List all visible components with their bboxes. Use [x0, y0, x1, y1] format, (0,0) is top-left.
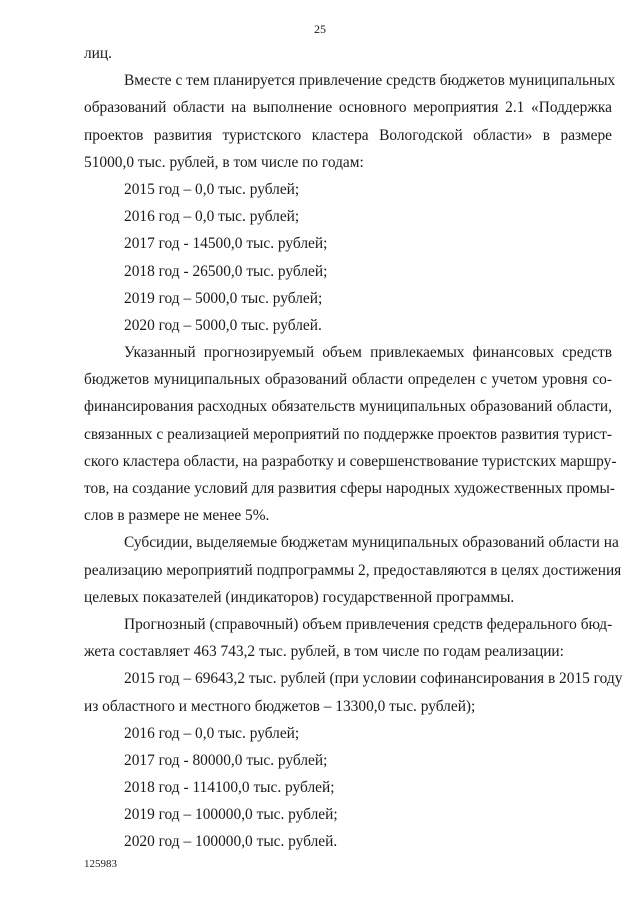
text-line: жета составляет 463 743,2 тыс. рублей, в том числе по годам реализации: [84, 643, 564, 661]
body-text [84, 40, 623, 856]
text-line: 2017 год - 14500,0 тыс. рублей; [124, 235, 328, 253]
text-line: Вместе с тем планируется привлечение средств бюджетов муниципальных [124, 72, 616, 90]
text-line: целевых показателей (индикаторов) государственной программы. [84, 588, 515, 606]
text-line: лиц. [84, 45, 113, 62]
document-code: 125983 [84, 858, 117, 870]
text-line: образований области на выполнение основного мероприятия 2.1 «Поддержка [84, 99, 612, 117]
text-line: 2020 год – 5000,0 тыс. рублей. [124, 316, 322, 334]
text-line: связанных с реализацией мероприятий по поддержке проектов развития турист- [84, 425, 612, 443]
text-line: 2015 год – 0,0 тыс. рублей; [124, 180, 300, 198]
text-line: 2016 год – 0,0 тыс. рублей; [124, 724, 300, 742]
text-line: 2019 год – 5000,0 тыс. рублей; [124, 289, 323, 307]
text-line: проектов развития туристского кластера Вологодской области» в размере [84, 126, 612, 144]
text-line: Субсидии, выделяемые бюджетам муниципальных образований области на [124, 534, 619, 552]
text-line: 2020 год – 100000,0 тыс. рублей. [124, 833, 338, 851]
text-line: 2017 год - 80000,0 тыс. рублей; [124, 751, 328, 769]
text-line: бюджетов муниципальных образований области определен с учетом уровня со- [84, 371, 612, 389]
text-line: 2015 год – 69643,2 тыс. рублей (при условии софинансирования в 2015 году [124, 670, 623, 688]
text-line: 2019 год – 100000,0 тыс. рублей; [124, 806, 338, 824]
text-line: 2018 год - 114100,0 тыс. рублей; [124, 779, 335, 797]
text-line: тов, на создание условий для развития сферы народных художественных промы- [84, 480, 615, 497]
text-line: 51000,0 тыс. рублей, в том числе по годам: [84, 153, 364, 171]
text-line: Указанный прогнозируемый объем привлекаемых финансовых средств [124, 344, 612, 362]
text-line: 2016 год – 0,0 тыс. рублей; [124, 208, 300, 226]
text-line: Прогнозный (справочный) объем привлечения средств федерального бюд- [124, 615, 613, 633]
text-line: финансирования расходных обязательств муниципальных образований области, [84, 398, 612, 416]
text-line: реализацию мероприятий подпрограммы 2, предоставляются в целях достижения [84, 561, 622, 579]
text-line: слов в размере не менее 5%. [84, 507, 270, 525]
text-line: из областного и местного бюджетов – 13300,0 тыс. рублей); [84, 697, 476, 715]
page-number: 25 [314, 22, 326, 36]
text-line: ского кластера области, на разработку и совершенствование туристских маршру- [84, 452, 617, 470]
text-line: 2018 год - 26500,0 тыс. рублей; [124, 262, 328, 280]
